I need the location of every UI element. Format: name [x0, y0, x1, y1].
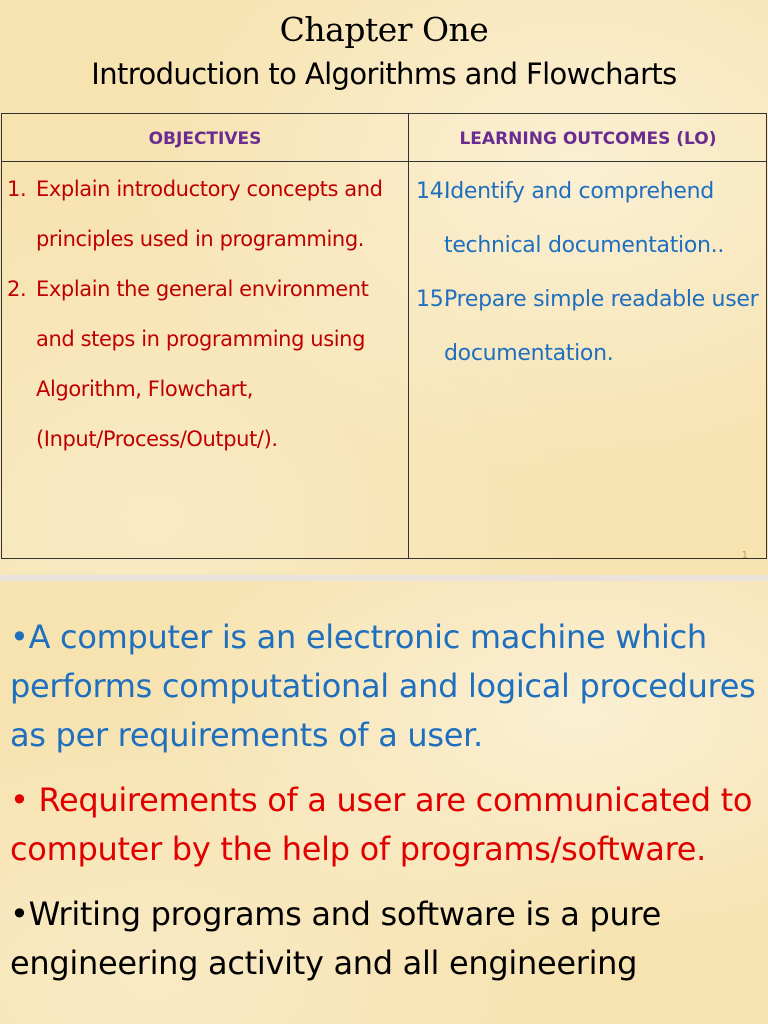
outcome-item — [416, 273, 764, 381]
objective-text: Explain introductory concepts and principles used in programming. — [36, 177, 383, 251]
bullet-computer-definition: •A computer is an electronic machine which performs computational and logical procedures as per requirements of a user. — [10, 618, 756, 754]
chapter-subtitle: Introduction to Algorithms and Flowcharts — [91, 57, 677, 91]
objective-number: 1. — [7, 177, 27, 201]
slide-2 — [0, 581, 768, 1024]
bullet-engineering-activity: •Writing programs and software is a pure engineering activity and all engineering — [10, 895, 661, 982]
objectives-list — [7, 164, 407, 464]
header-learning-outcomes: LEARNING OUTCOMES (LO) — [459, 129, 717, 149]
objective-number: 2. — [7, 277, 27, 301]
outcome-number: 15. — [416, 287, 451, 312]
chapter-title: Chapter One — [279, 10, 489, 49]
outcome-text: Prepare simple readable user documentation. — [444, 287, 759, 366]
header-objectives: OBJECTIVES — [148, 129, 262, 149]
bullet-list — [10, 613, 760, 1004]
table-header-divider — [2, 161, 766, 162]
outcome-text: Identify and comprehend technical documentation.. — [444, 179, 725, 258]
outcome-number: 14. — [416, 179, 451, 204]
objective-item — [7, 264, 407, 464]
page-number: 1 — [741, 550, 748, 561]
outcome-item — [416, 165, 764, 273]
objective-text: Explain the general environment and steps in programming using Algorithm, Flowchart, (Input/Process/Output/). — [36, 277, 369, 451]
table-column-divider — [408, 114, 409, 558]
bullet-user-requirements: • Requirements of a user are communicated to computer by the help of programs/software. — [10, 781, 753, 868]
objectives-table — [1, 113, 767, 559]
learning-outcomes-list — [416, 165, 764, 381]
objective-item — [7, 164, 407, 264]
